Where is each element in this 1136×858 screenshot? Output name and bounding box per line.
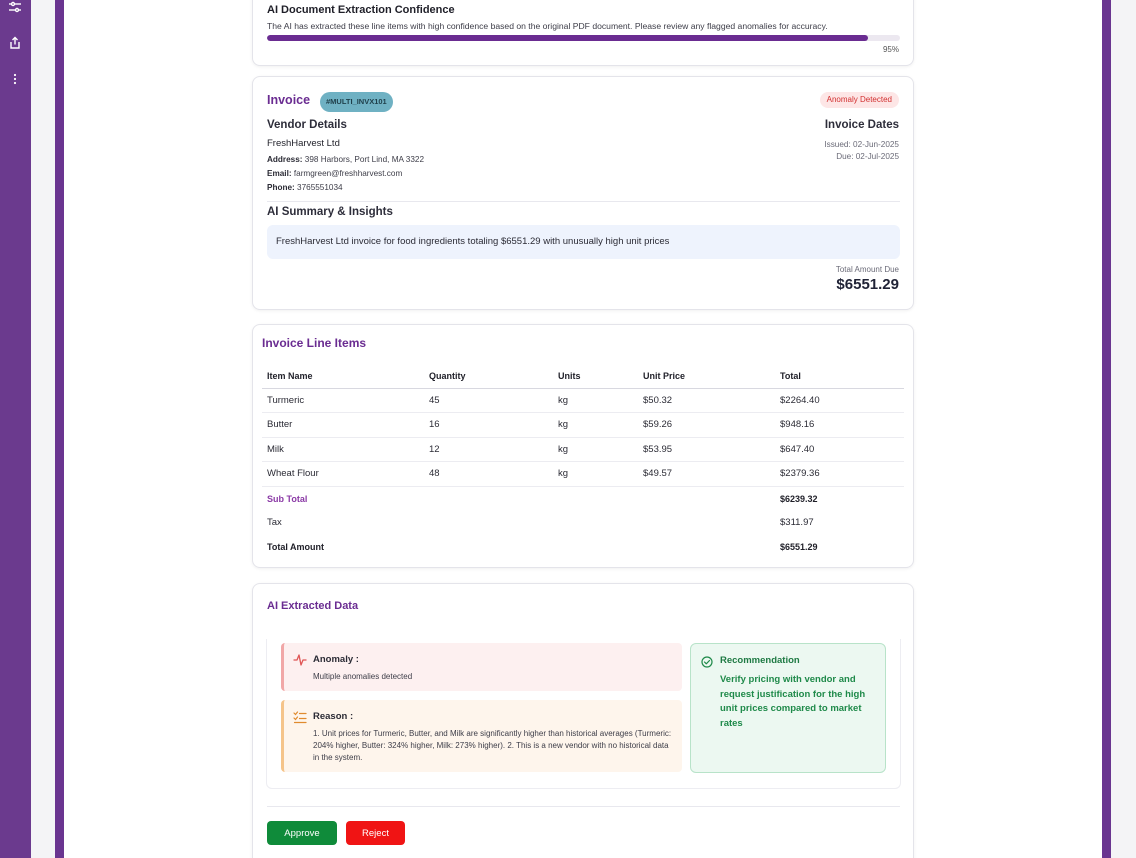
cell-total: $948.16 [775, 413, 904, 438]
total-row [262, 535, 904, 560]
confidence-progress-fill [267, 35, 868, 41]
reason-heading: Reason : [313, 711, 354, 722]
cell-item-name: Wheat Flour [262, 462, 424, 487]
frame-border-right [1102, 0, 1111, 858]
cell-units: kg [553, 413, 638, 438]
column-header-units: Units [553, 364, 638, 388]
recommendation-box [690, 643, 886, 773]
activity-icon [293, 653, 307, 667]
cell-item-name: Turmeric [262, 388, 424, 413]
address-value: 398 Harbors, Port Lind, MA 3322 [304, 155, 425, 164]
column-header-quantity: Quantity [424, 364, 553, 388]
cell-item-name: Butter [262, 413, 424, 438]
check-circle-icon [701, 655, 713, 667]
cell-unit-price: $50.32 [638, 388, 775, 413]
confidence-percent: 95% [882, 45, 899, 54]
invoice-card [252, 76, 914, 310]
line-items-table [262, 364, 904, 560]
cell-total: $647.40 [775, 437, 904, 462]
table-row [262, 462, 904, 487]
subtotal-row [262, 486, 904, 511]
vendor-email [267, 169, 402, 178]
total-due-value: $6551.29 [836, 276, 899, 293]
confidence-card [252, 0, 914, 66]
list-check-icon [293, 710, 307, 724]
cell-quantity: 45 [424, 388, 553, 413]
due-date: Due: 02-Jul-2025 [836, 152, 899, 161]
approve-button[interactable]: Approve [267, 821, 337, 845]
reject-button[interactable]: Reject [346, 821, 405, 845]
cell-total: $2379.36 [775, 462, 904, 487]
cell-quantity: 12 [424, 437, 553, 462]
background-strip-right [1111, 0, 1136, 858]
email-label: Email: [267, 169, 292, 178]
address-label: Address: [267, 155, 303, 164]
table-row [262, 413, 904, 438]
cell-unit-price: $59.26 [638, 413, 775, 438]
vendor-address [267, 155, 424, 164]
cell-item-name: Milk [262, 437, 424, 462]
share-icon[interactable] [6, 34, 24, 52]
ai-summary-text: FreshHarvest Ltd invoice for food ingredients totaling $6551.29 with unusually high unit prices [267, 225, 900, 259]
column-header-item-name: Item Name [262, 364, 424, 388]
line-items-card [252, 324, 914, 568]
recommendation-text: Verify pricing with vendor and request justification for the high unit prices compared to market rates [720, 674, 866, 729]
recommendation-heading: Recommendation [720, 655, 800, 666]
cell-total: $2264.40 [775, 388, 904, 413]
invoice-dates-heading: Invoice Dates [824, 119, 899, 131]
sliders-icon[interactable] [6, 0, 24, 16]
ai-insights-panel [266, 639, 901, 789]
table-row [262, 437, 904, 462]
confidence-progress-bar [267, 35, 900, 41]
cell-quantity: 16 [424, 413, 553, 438]
anomaly-heading: Anomaly : [313, 654, 359, 665]
reason-text: 1. Unit prices for Turmeric, Butter, and Milk are significantly higher than historical averages (Turmeric: 204% higher, Butter: 324% higher, Milk: 273% higher). 2. This is a new vendor with no historical data in the system. [313, 729, 672, 762]
tax-row [262, 511, 904, 536]
total-amount-label: Total Amount [267, 542, 324, 553]
phone-label: Phone: [267, 183, 295, 192]
column-header-unit-price: Unit Price [638, 364, 775, 388]
cell-units: kg [553, 462, 638, 487]
background-strip [31, 0, 55, 858]
vendor-phone [267, 183, 343, 192]
email-value: farmgreen@freshharvest.com [293, 169, 403, 178]
cell-unit-price: $53.95 [638, 437, 775, 462]
anomaly-text: Multiple anomalies detected [313, 672, 413, 681]
issued-date: Issued: 02-Jun-2025 [824, 140, 899, 149]
table-row [262, 388, 904, 413]
divider [267, 806, 900, 807]
ai-extracted-data-card [252, 583, 914, 858]
invoice-id-badge: #MULTI_INVX101 [320, 92, 393, 112]
vendor-details-heading: Vendor Details [267, 119, 347, 131]
ai-summary-heading: AI Summary & Insights [267, 206, 393, 218]
cell-unit-price: $49.57 [638, 462, 775, 487]
invoice-title: Invoice [267, 93, 311, 107]
total-due-label: Total Amount Due [835, 265, 899, 274]
confidence-description: The AI has extracted these line items with high confidence based on the original PDF document. Please review any flagged anomalies for accuracy. [267, 21, 828, 31]
table-header-row [262, 364, 904, 388]
cell-quantity: 48 [424, 462, 553, 487]
frame-border-left [55, 0, 64, 858]
tax-value: $311.97 [780, 517, 814, 529]
reason-box [281, 700, 682, 772]
ai-extracted-data-title: AI Extracted Data [267, 600, 359, 612]
subtotal-value: $6239.32 [780, 493, 818, 504]
subtotal-label: Sub Total [267, 493, 308, 504]
more-vertical-icon[interactable] [6, 70, 24, 88]
phone-value: 3765551034 [297, 183, 343, 192]
anomaly-box [281, 643, 682, 691]
left-rail [0, 0, 31, 858]
status-badge: Anomaly Detected [820, 92, 899, 108]
tax-label: Tax [267, 517, 282, 529]
divider [267, 201, 900, 202]
line-items-title: Invoice Line Items [262, 336, 367, 350]
cell-units: kg [553, 388, 638, 413]
cell-units: kg [553, 437, 638, 462]
column-header-total: Total [775, 364, 904, 388]
vendor-name: FreshHarvest Ltd [267, 138, 340, 149]
confidence-title: AI Document Extraction Confidence [267, 4, 455, 16]
total-amount-value: $6551.29 [780, 542, 818, 553]
